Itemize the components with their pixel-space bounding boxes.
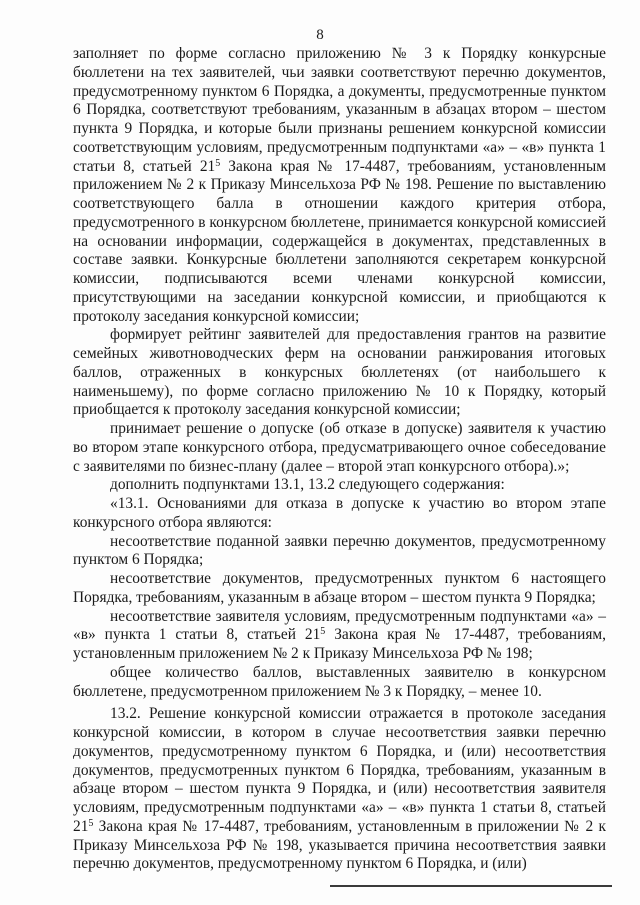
paragraph: несоответствие поданной заявки перечню документов, предусмотренному пунктом 6 Порядка; — [73, 532, 606, 569]
paragraph: дополнить подпунктами 13.1, 13.2 следующего содержания: — [110, 476, 505, 494]
paragraph: формирует рейтинг заявителей для предоставления грантов на развитие семейных животноводческих ферм на основании ранжирования итоговых баллов, отраженных в конкурсных бюллетенях (от наибольшего к наименьшему), по форме согласно приложению № 10 к Порядку, который приобщается к протоколу заседания конкурсной комиссии; — [73, 326, 606, 419]
paragraph: «13.1. Основаниями для отказа в допуске к участию во втором этапе конкурсного отбора являются: — [73, 495, 606, 531]
paragraph: общее количество баллов, выставленных заявителю в конкурсном бюллетене, предусмотренном приложением № 3 к Порядку, – менее 10. — [73, 663, 606, 700]
paragraph: несоответствие заявителя условиям, предусмотренным подпунктами «а» – «в» пункта 1 статьи 8, статьей $21^5$ Закона края № 17-4487, требованиям, установленным приложением № 2 к Приказу Минсельхоза РФ № 198; — [73, 607, 606, 662]
paragraph: 13.2. Решение конкурсной комиссии отражается в протоколе заседания конкурсной комиссии, в котором в случае несоответствия заявки перечню документов, предусмотренному пунктом 6 Порядка, и (или) несоответствия документов, предусмотренных пунктом 6 Порядка, требованиям, указанным в абзаце втором – шестом пункта 9 Порядка, и (или) несоответствия заявителя условиям, предусмотренным подпунктами «а» – «в» пункта 1 статьи 8, статьей $21^5$ Закона края № 17-4487, требованиям, установленным в приложении № 2 к Приказу Минсельхоза РФ № 198, указывается причина несоответствия заявки перечню документов, предусмотренному пунктом 6 Порядка, и (или) — [73, 705, 606, 873]
paragraph: несоответствие документов, предусмотренных пунктом 6 настоящего Порядка, требованиям, указанным в абзаце втором – шестом пункта 9 Порядка; — [73, 570, 606, 606]
paragraph: принимает решение о допуске (об отказе в допуске) заявителя к участию во втором этапе конкурсного отбора, предусматривающего очное собеседование с заявителями по бизнес-плану (далее – второй этап конкурсного отбора).»; — [73, 420, 606, 475]
paragraph: заполняет по форме согласно приложению № 3 к Порядку конкурсные бюллетени на тех заявителей, чьи заявки соответствуют перечню документов, предусмотренному пунктом 6 Порядка, а документы, предусмотренные пунктом 6 Порядка, соответствуют требованиям, указанным в абзацах втором – шестом пункта 9 Порядка, и которые были признаны решением конкурсной комиссии соответствующим условиям, предусмотренным подпунктами «а» – «в» пункта 1 статьи 8, статьей $21^5$ Закона края № 17-4487, требованиям, установленным приложением № 2 к Приказу Минсельхоза РФ № 198. Решение по выставлению соответствующего балла в отношении каждого критерия отбора, предусмотренного в конкурсном бюллетене, принимается конкурсной комиссией на основании информации, содержащейся в документах, представленных в составе заявки. Конкурсные бюллетени заполняются секретарем конкурсной комиссии, подписываются всеми членами конкурсной комиссии, присутствующими на заседании конкурсной комиссии, и приобщаются к протоколу заседания конкурсной комиссии; — [73, 45, 606, 325]
page-number: 8 — [316, 27, 324, 43]
document-body — [73, 45, 606, 874]
bottom-rule — [330, 885, 612, 887]
